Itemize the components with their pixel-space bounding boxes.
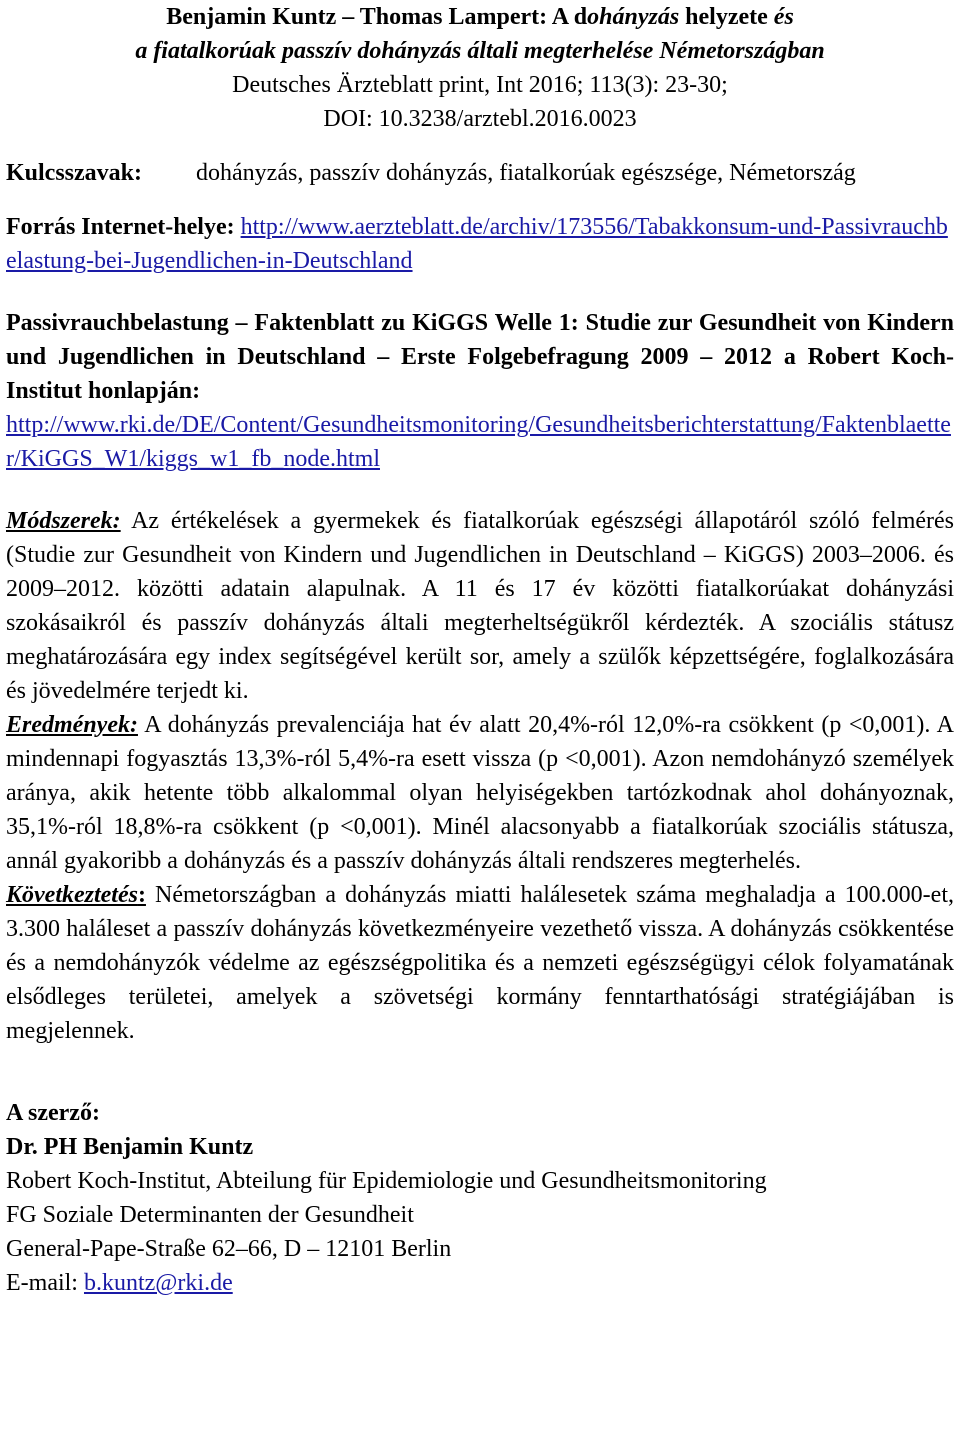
keywords-text: dohányzás, passzív dohányzás, fiatalkorúak egészsége, Németország — [196, 160, 856, 186]
methods-text: Az értékelések a gyermekek és fiatalkorúak egészségi állapotáról szóló felmérés (Studie zur Gesundheit von Kindern und Jugendlichen in Deutschland – KiGGS) 2003–2006. és 2009–2012. közötti adatain alapulnak. A 11 és 17 év közötti fiatalkorúakat dohányzási szokásaikról és passzív dohányzás általi megterheltségükről kérdezték. A szociális státusz meghatározására egy index segítségével került sor, amely a szülők képzettségére, foglalkozására és jövedelmére terjedt ki. — [6, 508, 954, 704]
keywords — [6, 156, 954, 190]
title-part-italic: ohányzás — [587, 4, 680, 30]
source-label: Forrás Internet-helye: — [6, 214, 235, 240]
title-part-italic: és — [773, 4, 794, 30]
email-link[interactable]: b.kuntz@rki.de — [83, 1270, 233, 1296]
factsheet-url-block — [6, 408, 954, 476]
title-part: Benjamin Kuntz – Thomas Lampert: A d — [166, 4, 588, 30]
factsheet-title: Passivrauchbelastung – Faktenblatt zu KiGGS Welle 1: Studie zur Gesundheit von Kindern und Jugendlichen in Deutschland – Erste Folgebefragung 2009 – 2012 a Robert Koch-Institut honlapján: — [6, 310, 954, 404]
citation: Deutsches Ärzteblatt print, Int 2016; 113(3): 23-30; — [232, 72, 728, 98]
source-link[interactable]: http://www.aerzteblatt.de/archiv/173556/Tabakkonsum-und-Passivrauchbelastung-bei-Jugendlichen-in-Deutschland — [6, 214, 948, 274]
author-block — [6, 1096, 954, 1300]
header-title-line2: a fiatalkorúak passzív dohányzás általi megterhelése Németországban — [135, 38, 825, 64]
results-label: Eredmények: — [6, 712, 138, 738]
methods-label: Módszerek: — [6, 508, 121, 534]
conclusion-label: Következtetés — [6, 882, 138, 908]
doi: DOI: 10.3238/arztebl.2016.0023 — [323, 106, 637, 132]
results-paragraph — [6, 708, 954, 878]
article-header — [6, 0, 954, 136]
author-department: FG Soziale Determinanten der Gesundheit — [6, 1202, 414, 1228]
author-heading: A szerző: — [6, 1100, 100, 1126]
results-text: A dohányzás prevalenciája hat év alatt 20,4%-ról 12,0%-ra csökkent (p <0,001). A mindennapi fogyasztás 13,3%-ról 5,4%-ra esett vissza (p <0,001). Azon nemdohányzó személyek aránya, akik hetente több alkalommal olyan helyiségekben tartózkodnak ahol dohányoznak, 35,1%-ról 18,8%-ra csökkent (p <0,001). Minél alacsonyabb a fiatalkorúak szociális státusza, annál gyakoribb a dohányzás és a passzív dohányzás általi rendszeres megterhelés. — [6, 712, 954, 874]
conclusion-text: Németországban a dohányzás miatti halálesetek száma meghaladja a 100.000-et, 3.300 haláleset a passzív dohányzás következményeire vezethető vissza. A dohányzás csökkentése és a nemdohányzók védelme az egészségpolitika és a nemzeti egészségügyi célok folyamatának elsődleges területei, amelyek a szövetségi kormány fenntarthatósági stratégiájában is megjelennek. — [6, 882, 954, 1044]
conclusion-paragraph — [6, 878, 954, 1048]
methods-paragraph — [6, 504, 954, 708]
conclusion-colon: : — [137, 882, 146, 908]
source — [6, 210, 954, 278]
email-label: E-mail: — [6, 1270, 84, 1296]
author-address: General-Pape-Straße 62–66, D – 12101 Berlin — [6, 1236, 452, 1262]
keywords-label: Kulcsszavak: — [6, 160, 143, 186]
header-title-line1 — [6, 0, 954, 34]
author-affiliation: Robert Koch-Institut, Abteilung für Epidemiologie und Gesundheitsmonitoring — [6, 1168, 767, 1194]
title-part: helyzete — [679, 4, 774, 30]
factsheet-link[interactable]: http://www.rki.de/DE/Content/Gesundheitsmonitoring/Gesundheitsberichterstattung/Faktenblaetter/KiGGS_W1/kiggs_w1_fb_node.html — [6, 412, 951, 472]
author-email — [6, 1266, 954, 1300]
author-name: Dr. PH Benjamin Kuntz — [6, 1134, 254, 1160]
